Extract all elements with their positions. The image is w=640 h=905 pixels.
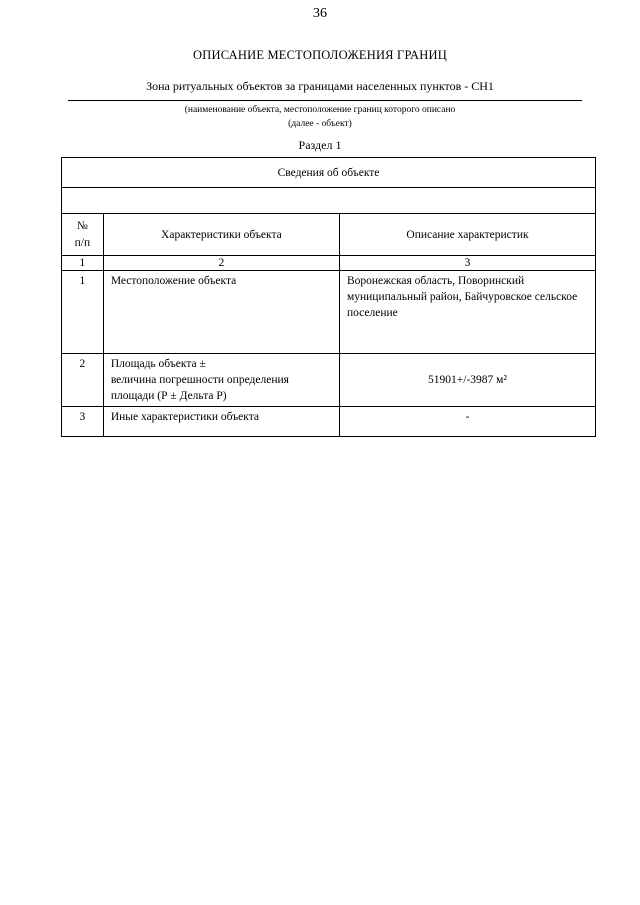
object-name-caption [0, 103, 640, 131]
table-spacer-cell [62, 188, 596, 214]
document-title: ОПИСАНИЕ МЕСТОПОЛОЖЕНИЯ ГРАНИЦ [193, 48, 447, 62]
table-row [62, 354, 596, 407]
table-heading-row [62, 158, 596, 188]
caption-line-1: (наименование объекта, местоположение границ которого описано [184, 105, 456, 115]
row-num: 3 [62, 407, 104, 437]
row-num: 2 [62, 354, 104, 407]
page-number: 36 [313, 6, 327, 21]
column-number-1: 1 [62, 256, 104, 271]
object-info-table [61, 157, 596, 437]
underline-rule [68, 100, 582, 101]
table-spacer-row [62, 188, 596, 214]
column-numbers-row [62, 256, 596, 271]
column-number-2: 2 [103, 256, 339, 271]
row-description: 51901+/-3987 м² [339, 354, 595, 407]
caption-line-2: (далее - объект) [288, 119, 352, 129]
row-description: Воронежская область, Поворинский муниципальный район, Байчуровское сельское поселение [339, 271, 595, 354]
table-heading: Сведения об объекте [62, 158, 596, 188]
object-name: Зона ритуальных объектов за границами населенных пунктов - СН1 [146, 79, 494, 93]
row-characteristic: Местоположение объекта [103, 271, 339, 354]
row-characteristic: Иные характеристики объекта [103, 407, 339, 437]
table-row [62, 271, 596, 354]
table-row [62, 407, 596, 437]
column-header-characteristics: Характеристики объекта [103, 214, 339, 256]
row-num: 1 [62, 271, 104, 354]
column-header-description: Описание характеристик [339, 214, 595, 256]
row-description: - [339, 407, 595, 437]
column-number-3: 3 [339, 256, 595, 271]
section-title: Раздел 1 [298, 138, 342, 152]
column-header-num: № п/п [62, 214, 104, 256]
row-characteristic: Площадь объекта ± величина погрешности определения площади (Р ± Дельта Р) [103, 354, 339, 407]
table-header-row [62, 214, 596, 256]
